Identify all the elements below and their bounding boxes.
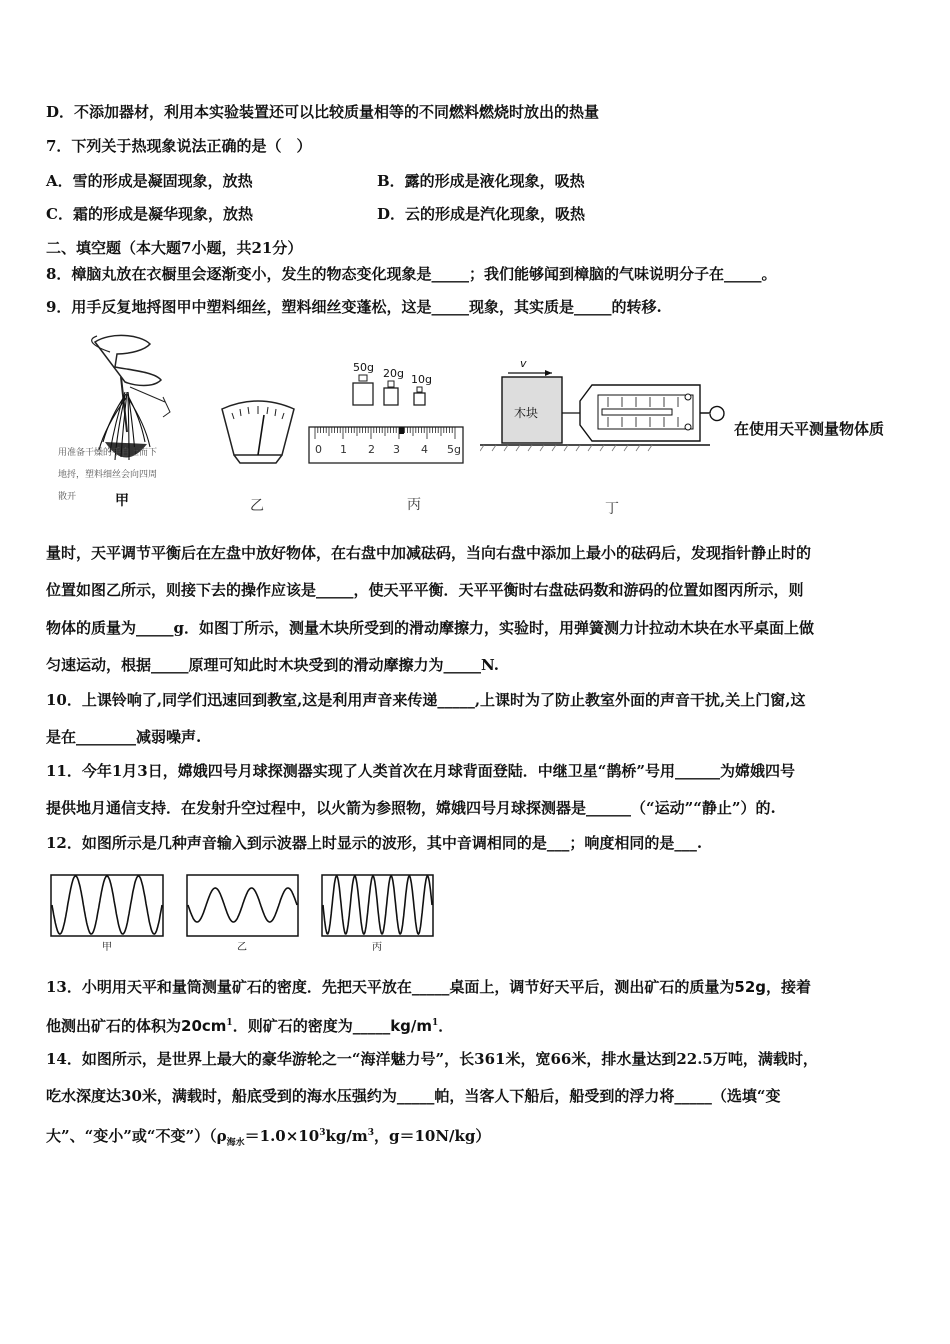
q7-option-a: A．雪的形成是凝固现象，放热 xyxy=(46,172,253,190)
block-label: 木块 xyxy=(514,406,539,420)
figure-jia xyxy=(55,332,205,517)
question-9-line-e: 匀速运动，根据_____原理可知此时木块受到的滑动摩擦力为_____N. xyxy=(46,656,499,674)
weight-20g-label: 20g xyxy=(383,367,404,380)
question-9-line-b: 量时，天平调节平衡后在左盘中放好物体，在右盘中加减砝码，当向右盘中添加上最小的砝码后，发现指针静止时的 xyxy=(46,544,812,562)
weights-and-ruler xyxy=(305,357,470,467)
question-11-line-b: 提供地月通信支持．在发射升空过程中，以火箭为参照物，嫦娥四号月球探测器是______（“运动”“静止”）的. xyxy=(46,799,776,817)
question-13-line-a xyxy=(46,977,811,997)
q14c-part1: 大”、“变小”或“不变”）（ρ xyxy=(46,1127,227,1145)
q13b-part3: ．则矿石的密度为_____ xyxy=(232,1017,391,1035)
q13b-part1: 他测出矿石的体积为 xyxy=(46,1017,182,1035)
question-14-line-a: 14．如图所示，是世界上最大的豪华游轮之一“海洋魅力号”，长361米，宽66米，排水量达到22.5万吨，满载时， xyxy=(46,1050,818,1068)
wave-jia-label: 甲 xyxy=(102,942,112,953)
figure-bing xyxy=(305,357,470,517)
figure-ding xyxy=(480,355,735,520)
question-10-line-b: 是在________减弱噪声. xyxy=(46,728,202,746)
question-10-line-a: 10．上课铃响了,同学们迅速回到教室,这是利用声音来传递_____,上课时为了防止教室外面的声音干扰,关上门窗,这 xyxy=(46,691,806,709)
question-9-line-c: 位置如图乙所示，则接下去的操作应该是_____，使天平平衡．天平平衡时右盘砝码数和游码的位置如图丙所示，则 xyxy=(46,581,804,599)
ruler-tick-0: 0 xyxy=(315,443,322,456)
q14c-sup: 3 xyxy=(319,1128,326,1138)
q13b-unit: kg/m xyxy=(390,1017,433,1035)
ruler-tick-1: 1 xyxy=(340,443,347,456)
section-2-heading: 二、填空题（本大题7小题，共21分） xyxy=(46,239,303,257)
waveform-drawing xyxy=(50,870,440,955)
velocity-label: v xyxy=(520,357,527,370)
question-8: 8．樟脑丸放在衣橱里会逐渐变小，发生的物态变化现象是_____；我们能够闻到樟脑的气味说明分子在_____。 xyxy=(46,265,777,283)
bing-label: 丙 xyxy=(407,497,421,513)
question-7: 7．下列关于热现象说法正确的是（ ） xyxy=(46,137,312,155)
ding-label: 丁 xyxy=(605,501,619,517)
ruler-tick-4: 4 xyxy=(421,443,428,456)
q14c-part3: kg/m xyxy=(325,1127,368,1145)
figure-yi xyxy=(218,395,298,515)
weight-10g-label: 10g xyxy=(411,373,432,386)
yi-label: 乙 xyxy=(250,498,264,514)
q14c-part2: ＝1.0×10 xyxy=(244,1127,320,1145)
q7-option-d: D．云的形成是汽化现象，吸热 xyxy=(377,205,586,223)
q14c-sub: 海水 xyxy=(226,1138,245,1148)
balance-scale-drawing xyxy=(218,395,298,470)
friction-setup-drawing xyxy=(480,355,735,465)
question-9: 9．用手反复地捋图甲中塑料细丝，塑料细丝变蓬松，这是_____现象，其实质是_____的转移. xyxy=(46,298,662,316)
jia-caption-2: 地捋，塑料细丝会向四周 xyxy=(58,470,158,480)
q13b-sup2: 1 xyxy=(432,1018,439,1028)
question-9-line-d: 物体的质量为_____g．如图丁所示，测量木块所受到的滑动摩擦力，实验时，用弹簧测力计拉动木块在水平桌面上做 xyxy=(46,619,814,637)
q13a-part1: 13．小明用天平和量筒测量矿石的密度．先把天平放在_____桌面上，调节好天平后，测出矿石的质量为 xyxy=(46,978,735,996)
q14c-sup2: 3 xyxy=(367,1128,374,1138)
wave-yi-label: 乙 xyxy=(237,942,247,953)
q7-option-c: C．霜的形成是凝华现象，放热 xyxy=(46,205,253,223)
ruler-tick-5g: 5g xyxy=(447,443,461,456)
q13b-sup: 1 xyxy=(226,1018,233,1028)
question-13-line-b xyxy=(46,1013,453,1036)
q14c-part4: ，g＝10N/kg） xyxy=(373,1127,491,1145)
jia-label: 甲 xyxy=(115,493,129,509)
q7-option-b: B．露的形成是液化现象，吸热 xyxy=(377,172,585,190)
question-9-side-text: 在使用天平测量物体质 xyxy=(734,420,885,438)
weight-50g-label: 50g xyxy=(353,361,374,374)
question-12: 12．如图所示是几种声音输入到示波器上时显示的波形，其中音调相同的是___；响度相同的是___. xyxy=(46,834,703,852)
ruler-tick-3: 3 xyxy=(393,443,400,456)
option-d-prev: D．不添加器材，利用本实验装置还可以比较质量相等的不同燃料燃烧时放出的热量 xyxy=(46,103,600,121)
question-14-line-c xyxy=(46,1123,490,1153)
q13b-part5: ． xyxy=(438,1017,454,1035)
question-11-line-a: 11．今年1月3日，嫦娥四号月球探测器实现了人类首次在月球背面登陆．中继卫星“鹊桥”号用______为嫦娥四号 xyxy=(46,762,796,780)
waveform-figures xyxy=(50,870,440,955)
question-14-line-b: 吃水深度达30米，满载时，船底受到的海水压强约为_____帕，当客人下船后，船受到的浮力将_____（选填“变 xyxy=(46,1087,781,1105)
figure-jia-drawing xyxy=(55,332,205,517)
wave-bing-label: 丙 xyxy=(372,942,382,953)
q13a-mass: 52g xyxy=(734,978,767,996)
q13a-part3: ，接着 xyxy=(766,978,812,996)
jia-caption-3: 散开 xyxy=(58,492,77,502)
q13b-volume: 20cm xyxy=(181,1017,227,1035)
ruler-tick-2: 2 xyxy=(368,443,375,456)
jia-caption-1: 用准备干燥的手自上而下 xyxy=(58,448,158,458)
